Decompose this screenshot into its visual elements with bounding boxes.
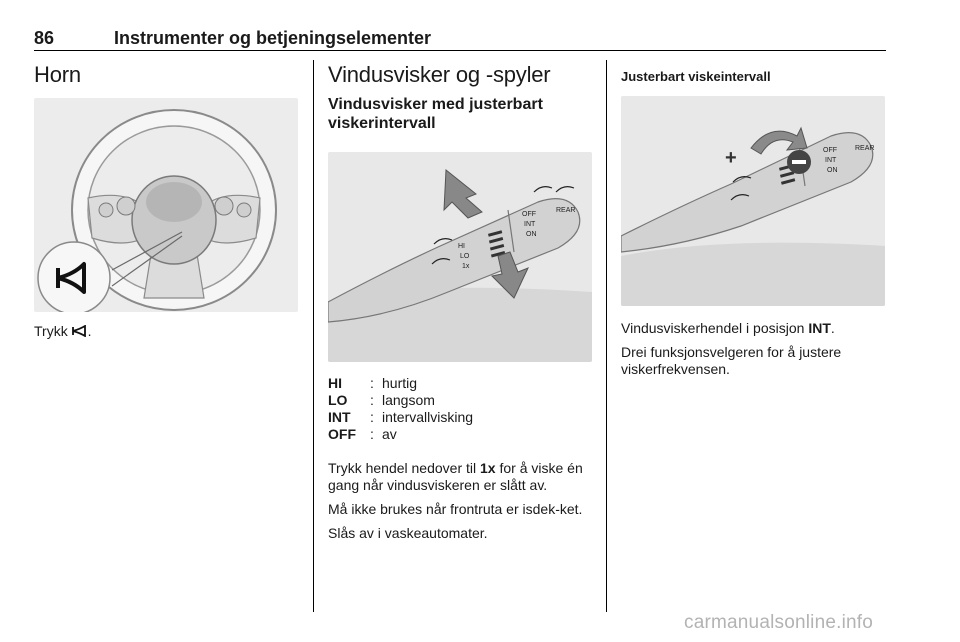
page-header <box>34 28 886 52</box>
lever-label-int: INT <box>524 221 536 228</box>
interval-illustration <box>621 96 885 306</box>
lever-label-1x: 1x <box>462 263 470 270</box>
wiper-lever-image <box>328 152 592 362</box>
lever-label-int: INT <box>825 157 837 164</box>
page-number: 86 <box>34 28 55 48</box>
wiper-heading: Vindusvisker og -spyler <box>328 62 551 87</box>
horn-icon <box>72 325 88 337</box>
interval-heading: Justerbart viskeintervall <box>621 69 771 84</box>
lever-label-off: OFF <box>522 211 536 218</box>
page-title: Instrumenter og betjeningselementer <box>114 28 432 48</box>
lever-label-lo: LO <box>460 253 470 260</box>
horn-illustration <box>34 98 298 312</box>
header-rule <box>34 50 886 51</box>
horn-caption: Trykk . <box>34 323 92 339</box>
interval-lever-image <box>621 96 885 306</box>
lever-positions-list <box>328 375 473 443</box>
wiper-paragraph-2: Må ikke brukes når frontruta er isdek-ket. <box>328 501 583 517</box>
interval-body <box>621 320 886 378</box>
interval-paragraph-1: Vindusviskerhendel i posisjon INT. <box>621 320 835 336</box>
definition-row: HI : hurtig <box>328 375 418 391</box>
lever-label-hi: HI <box>458 243 465 250</box>
interval-paragraph-2: Drei funksjonsvelgeren for å justere viskerfrekvensen. <box>621 344 842 377</box>
definition-row: LO : langsom <box>328 392 435 408</box>
definition-row: OFF : av <box>328 426 397 442</box>
lever-label-rear: REAR <box>855 145 875 152</box>
column-divider-1 <box>313 60 314 612</box>
column-horn <box>34 62 304 88</box>
lever-label-off: OFF <box>823 147 837 154</box>
wiper-paragraph-3: Slås av i vaskeautomater. <box>328 525 488 541</box>
column-interval <box>621 62 886 84</box>
lever-label-rear: REAR <box>556 207 576 214</box>
horn-heading: Horn <box>34 62 81 87</box>
wiper-lever-illustration <box>328 152 592 362</box>
plus-icon: + <box>725 147 737 169</box>
steering-wheel-image <box>34 98 298 312</box>
wiper-body <box>328 460 593 542</box>
lever-label-on: ON <box>827 167 838 174</box>
wiper-subheading: Vindusvisker med justerbart viskerintervall <box>328 96 543 132</box>
lever-label-on: ON <box>526 231 537 238</box>
column-divider-2 <box>606 60 607 612</box>
column-wiper <box>328 62 594 133</box>
wiper-paragraph-1: Trykk hendel nedover til 1x for å viske én gang når vindusviskeren er slått av. <box>328 460 583 493</box>
watermark: carmanualsonline.info <box>684 612 874 633</box>
definition-row: INT : intervallvisking <box>328 409 474 425</box>
